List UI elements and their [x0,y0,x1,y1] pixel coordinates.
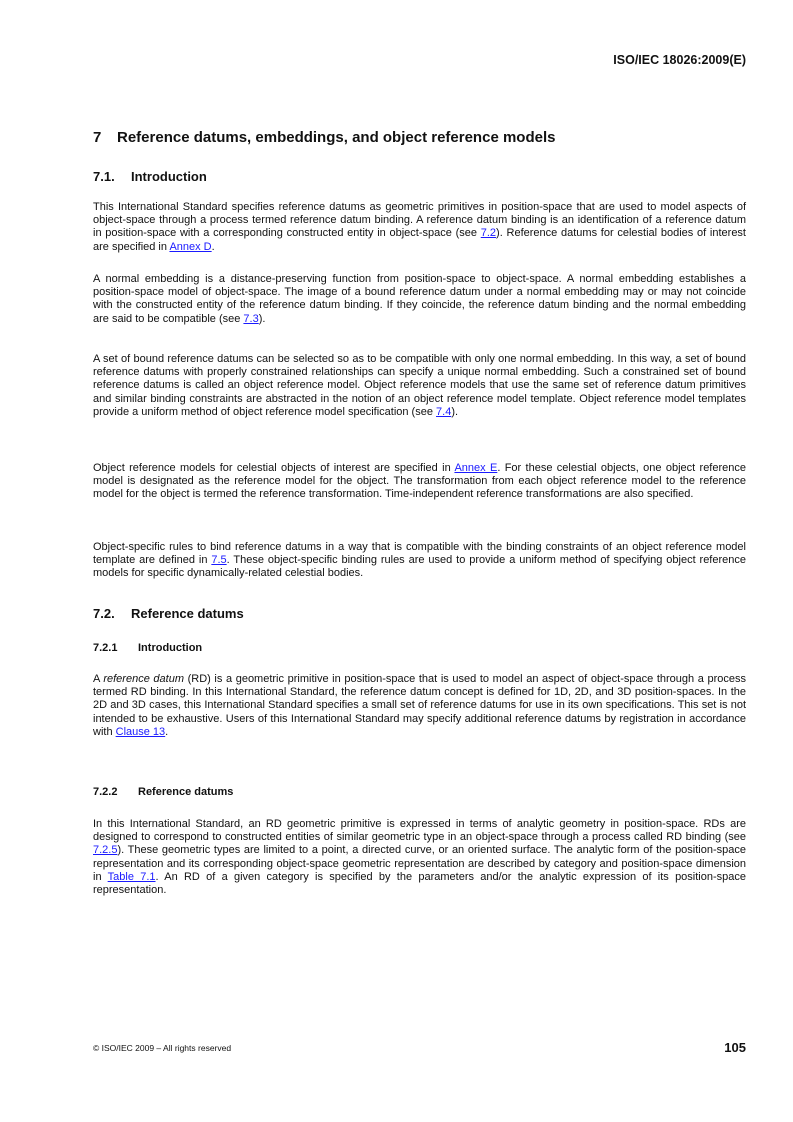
paragraph-text: ). These geometric types are limited to a point, a directed curve, or an oriented surface. The analytic form of the position-space representation and its corresponding object-space geometric representation are described by category and position-space dimension in [93,844,746,883]
paragraph-text: (RD) is a geometric primitive in position-space that is used to model an aspect of object-space through a process termed RD binding. In this International Standard, the reference datum concept is defined for 1D, 2D, and 3D position-spaces. In the 2D and 3D cases, this International Standard specifies a small set of reference datums for use in its own specifications. This set is not intended to be exhaustive. Users of this International Standard may specify additional reference datums by registration in accordance with [93,673,746,738]
paragraph-text: . These object-specific binding rules are used to provide a uniform method of specifying object reference models for specific dynamically-related celestial bodies. [93,554,746,580]
paragraph-7-1-e [93,541,746,581]
link-7-2-5[interactable]: 7.2.5 [93,844,118,857]
paragraph-text: This International Standard specifies reference datums as geometric primitives in position-space that are used to model aspects of object-space through a process termed reference datum binding. A reference datum binding is an identification of a reference datum in position-space with a corresponding constructed entity in object-space (see [93,201,746,240]
subsection-number: 7.1. [93,169,115,184]
paragraph-7-2-2 [93,818,746,897]
paragraph-text: ). Reference datums for celestial bodies of interest are specified in [93,227,746,253]
paragraph-text: . [211,240,215,253]
subsection-number: 7.2. [93,606,115,621]
document-page [93,0,746,1122]
paragraph-text: In this International Standard, an RD geometric primitive is expressed in terms of analytic geometry in position-space. RDs are designed to correspond to constructed entities of similar geometric type in an object-space through a process called RD binding (see [93,818,746,844]
paragraph-text: ). [451,405,459,418]
clause-heading-7-2-1 [93,642,202,654]
paragraph-text: . For these celestial objects, one object reference model is designated as the reference model for the object. The transformation from each object reference model to the reference model for the object is termed the reference transformation. Time-independent reference transformations are also specified. [93,462,746,501]
clause-title: Reference datums [138,786,234,798]
link-table-7-1[interactable]: Table 7.1 [107,870,156,883]
paragraph-text: Object-specific rules to bind reference datums in a way that is compatible with the binding constraints of an object reference model template are defined in [93,541,746,567]
clause-title: Introduction [138,642,203,654]
paragraph-7-1-d [93,462,746,502]
subsection-heading-7-2 [93,606,244,621]
section-number: 7 [93,129,102,146]
link-7-4[interactable]: 7.4 [436,405,452,418]
paragraph-text: . An RD of a given category is specified by the parameters and/or the analytic expression of its position-space representation. [93,870,746,897]
paragraph-7-2-1 [93,673,746,739]
paragraph-text: A set of bound reference datums can be selected so as to be compatible with only one normal embedding. In this way, a set of bound reference datums with properly constrained relationships can specify a unique normal embedding. Such a constrained set of bound reference datums is called an object reference model. Object reference models that use the same set of reference datum primitives and similar binding constraints are abstracted in the notion of an object reference model template. Object reference model templates provide a uniform method of object reference model specification (see [93,353,746,418]
section-heading-7 [93,129,555,146]
footer-copyright: © ISO/IEC 2009 – All rights reserved [93,1043,232,1053]
paragraph-7-1-b [93,273,746,326]
link-7-2[interactable]: 7.2 [480,227,497,240]
paragraph-7-1-a [93,201,746,254]
paragraph-text: ). [258,312,266,325]
document-identifier: ISO/IEC 18026:2009(E) [613,53,746,67]
clause-heading-7-2-2 [93,786,233,798]
link-annex-d[interactable]: Annex D [169,240,212,253]
paragraph-text: Object reference models for celestial objects of interest are specified in [93,462,455,474]
link-annex-e[interactable]: Annex E [454,462,498,474]
link-7-3[interactable]: 7.3 [243,312,259,325]
link-clause-13[interactable]: Clause 13 [115,725,166,738]
link-7-5[interactable]: 7.5 [211,554,227,567]
paragraph-text: . [165,725,169,738]
term-emphasis: reference datum [103,673,184,685]
clause-number: 7.2.1 [93,642,118,654]
section-title: Reference datums, embeddings, and object reference models [117,129,556,146]
paragraph-7-1-c [93,353,746,419]
subsection-title: Reference datums [131,606,244,621]
paragraph-text: A [93,673,104,685]
page-number: 105 [724,1040,746,1055]
clause-number: 7.2.2 [93,786,118,798]
subsection-title: Introduction [131,169,207,184]
paragraph-text: A normal embedding is a distance-preserving function from position-space to object-space. A normal embedding establishes a position-space model of object-space. The image of a bound reference datum under a normal embedding may or may not coincide with the constructed entity of the reference datum binding. If they coincide, the reference datum binding and the normal embedding are said to be compatible (see [93,273,746,325]
subsection-heading-7-1 [93,169,207,184]
